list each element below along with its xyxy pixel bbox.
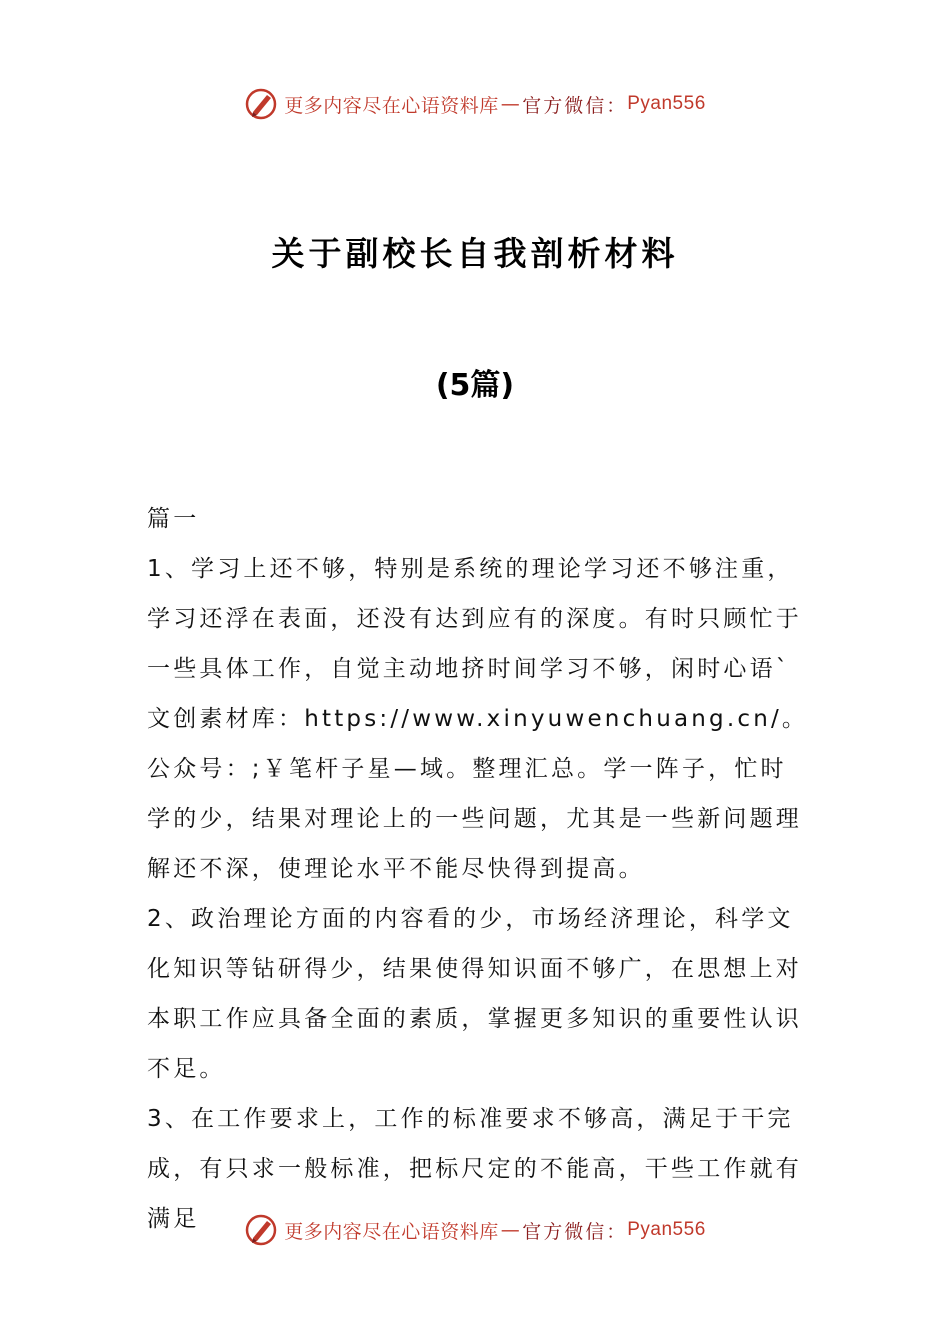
- footer-library-text: 更多内容尽在心语资料库: [284, 1220, 499, 1243]
- banner-library-text: 更多内容尽在心语资料库: [284, 94, 499, 117]
- pen-logo-icon: [244, 1213, 278, 1247]
- document-subtitle: (5篇): [435, 368, 515, 403]
- paragraph-3: 3、在工作要求上，工作的标准要求不够高，满足于干完成，有只求一般标准，把标尺定的不能高，干些工作就有满足: [147, 1106, 802, 1232]
- document-title: 关于副校长自我剖析材料: [271, 234, 679, 273]
- paragraph-2: 2、政治理论方面的内容看的少，市场经济理论，科学文化知识等钻研得少，结果使得知识面不够广，在思想上对本职工作应具备全面的素质，掌握更多知识的重要性认识不足。: [147, 906, 802, 1082]
- document-body: [147, 494, 811, 1244]
- section-label: 篇一: [147, 506, 200, 532]
- footer-banner-text: [284, 1217, 706, 1244]
- paragraph-1: 1、学习上还不够，特别是系统的理论学习还不够注重，学习还浮在表面，还没有达到应有的深度。有时只顾忙于一些具体工作，自觉主动地挤时间学习不够，闲时心语`文创素材库：https://www.xinyuwenchuang.cn/。公众号：;￥笔杆子星—域。整理汇总。学一阵子，忙时学的少，结果对理论上的一些问题，尤其是一些新问题理解还不深，使理论水平不能尽快得到提高。: [147, 556, 809, 882]
- pen-logo-icon: [244, 87, 278, 121]
- banner-dash: —: [500, 93, 521, 115]
- banner-official-label: 官方微信：: [522, 94, 628, 117]
- header-banner: [0, 84, 950, 124]
- footer-official-label: 官方微信：: [522, 1220, 628, 1243]
- footer-banner: [0, 1210, 950, 1250]
- banner-text: [284, 91, 706, 118]
- footer-dash: —: [500, 1219, 521, 1241]
- footer-wechat-id: Pyan556: [627, 1219, 706, 1240]
- banner-wechat-id: Pyan556: [627, 93, 706, 114]
